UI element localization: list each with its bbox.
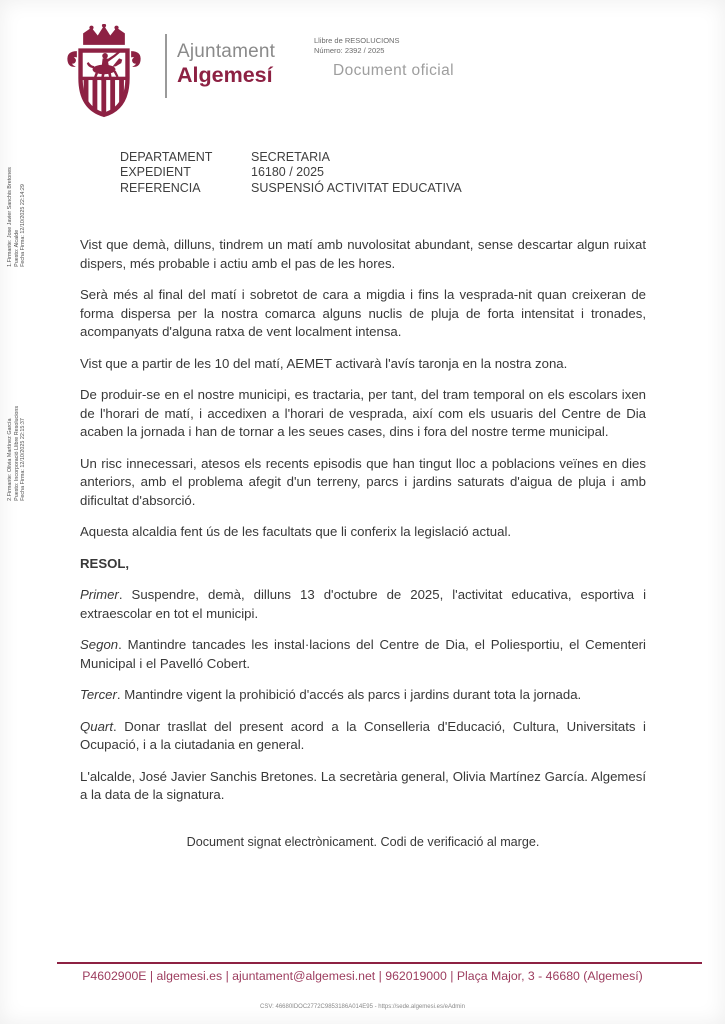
footer-contact-line: P4602900E | algemesi.es | ajuntament@algemesi.net | 962019000 | Plaça Major, 3 - 46680 (Algemesí): [82, 969, 643, 983]
electronic-signature-note: Document signat electrònicament. Codi de verificació al marge.: [186, 834, 540, 849]
resolution-item-3: [80, 686, 646, 705]
meta-value: 16180 / 2025: [251, 165, 324, 180]
org-wordmark: [177, 42, 275, 87]
resolution-lead: Segon: [80, 637, 119, 652]
paragraph: De produir-se en el nostre municipi, es tractaria, per tant, del tram temporal on els escolars ixen de l'horari de matí, i accedixen a l'horari de vesprada, així com els usuaris del Centre de Dia acaben la jornada i han de tornar a les seues cases, dins i fora del nostre terme municipal.: [80, 387, 646, 439]
resolution-item-2: [80, 636, 646, 673]
book-title: Llibre de RESOLUCIONS: [314, 36, 400, 45]
meta-label: DEPARTAMENT: [120, 150, 213, 164]
document-type-label: Document oficial: [333, 62, 454, 79]
org-name-line1: Ajuntament: [177, 41, 276, 62]
document-body: [80, 236, 646, 864]
paragraph: Aquesta alcaldia fent ús de les facultats que li conferix la legislació actual.: [80, 524, 512, 539]
meta-value: SUSPENSIÓ ACTIVITAT EDUCATIVA: [251, 180, 462, 195]
signature-paragraph: L'alcalde, José Javier Sanchis Bretones. La secretària general, Olivia Martínez García. Algemesí a la data de la signatura.: [80, 768, 646, 802]
resolutions-book-info: [314, 36, 399, 55]
paragraph: Vist que demà, dilluns, tindrem un matí amb nuvolositat abundant, sense descartar algun ruixat dispers, més probable i actiu amb el pas de les hores.: [80, 237, 646, 271]
signature-date: Fecha Firma: 12/10/2025 22:14:29: [20, 184, 27, 267]
margin-signature-stamp-2: [7, 383, 27, 501]
meta-label: REFERENCIA: [120, 180, 201, 195]
meta-label: EXPEDIENT: [120, 165, 191, 180]
meta-value: SECRETARIA: [251, 150, 330, 164]
meta-row-expedient: [120, 165, 462, 180]
paragraph: Serà més al final del matí i sobretot de cara a migdia i fins la vesprada-nit quan creixeran de forma dispersa per la nostra comarca alguns nuclis de pluja de forta intensitat i tronades, acompanyats d'alguna ratxa de vent localment intensa.: [80, 287, 646, 339]
resolution-text: . Suspendre, demà, dilluns 13 d'octubre de 2025, l'activitat educativa, esportiva i extraescolar en tot el municipi.: [80, 587, 646, 621]
meta-row-departament: [120, 150, 462, 165]
algemesi-coat-of-arms-icon: [50, 24, 158, 120]
resolution-item-4: [80, 718, 646, 755]
resolution-text: . Donar trasllat del present acord a la Conselleria d'Educació, Cultura, Universitats i Ocupació, i a la ciutadania en general.: [80, 718, 646, 752]
paragraph: Un risc innecessari, atesos els recents episodis que han tingut lloc a poblacions veïnes en dies anteriors, amb el problema afegit d'un terreny, parcs i jardins saturats d'aigua de pluja i amb dificultat d'absorció.: [80, 455, 646, 508]
resolution-text: . Mantindre vigent la prohibició d'accés als parcs i jardins durant tota la jornada.: [116, 687, 582, 702]
resolution-item-1: [80, 586, 646, 623]
resolution-text: . Mantindre tancades les instal·lacions del Centre de Dia, el Poliesportiu, el Cementeri Municipal i el Pavelló Cobert.: [80, 637, 646, 671]
footer-rule: [57, 962, 702, 964]
csv-verification-line: CSV: 46680IDOC2772C9853186A014E95 - https://sede.algemesi.es/eAdmin: [260, 1004, 465, 1010]
resolution-lead: Quart: [80, 718, 113, 734]
signer-role: Puesto: Incorporació Llibre Resolucions: [13, 405, 20, 501]
signer-name: 1.Firmante: Jose Javier Sanchis Bretones: [7, 167, 14, 267]
meta-row-referencia: [120, 181, 462, 196]
signer-name: 2.Firmante: Olivia Martínez García: [7, 418, 14, 501]
book-number: Número: 2392 / 2025: [314, 45, 385, 55]
document-meta: [120, 150, 462, 196]
header-divider: [165, 34, 167, 98]
signer-role: Puesto: Alcalde: [13, 229, 20, 267]
paragraph: Vist que a partir de les 10 del matí, AEMET activarà l'avís taronja en la nostra zona.: [80, 355, 568, 371]
margin-signature-stamp-1: [7, 149, 27, 267]
org-name-line2: Algemesí: [177, 62, 273, 87]
resolution-lead: Tercer: [80, 687, 117, 702]
resol-heading: RESOL,: [80, 555, 130, 571]
resolution-lead: Primer: [80, 587, 119, 602]
signature-date: Fecha Firma: 12/10/2025 22:15:37: [20, 418, 27, 501]
